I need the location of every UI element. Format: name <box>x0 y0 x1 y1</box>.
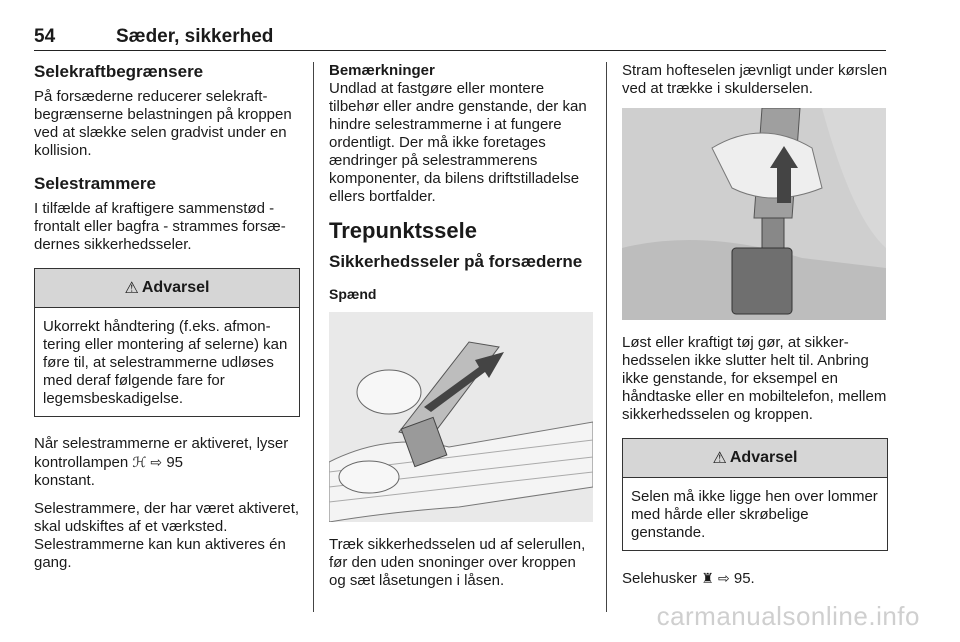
column-divider <box>606 62 607 612</box>
page-reference-arrow-icon: ⇨ <box>150 454 163 470</box>
paragraph-selestrammere: I tilfælde af kraftigere sammenstød - frontalt eller bagfra - strammes forsædernes sikkerhedsseler. <box>34 200 286 253</box>
page-header <box>34 22 886 51</box>
heading-spaend: Spænd <box>329 286 377 302</box>
lamp-text-a: Når selestrammerne er aktiveret, lyser kontrollampen <box>34 435 289 471</box>
watermark: carmanualsonline.info <box>656 601 920 631</box>
seatbelt-reminder-icon: ♜ <box>701 570 714 586</box>
warning-box <box>622 438 888 551</box>
page-number: 54 <box>34 26 56 47</box>
warning-triangle-icon: ⚠ <box>124 280 139 297</box>
selehusker-page-ref[interactable]: 95. <box>733 570 755 587</box>
paragraph-stram: Stram hofteselen jævnligt under kørslen ved at trække i skulderselen. <box>622 62 888 97</box>
lamp-page-ref[interactable]: 95 <box>166 454 183 471</box>
lamp-text-b: konstant. <box>34 472 95 489</box>
column-divider <box>313 62 314 612</box>
warning-text: Ukorrekt håndtering (f.eks. afmontering eller montering af selerne) kan føre til, at selestrammerne udløses med deraf følgende fare for legemsbeskadigelse. <box>43 318 288 407</box>
paragraph-selekraft: På forsæderne reducerer selekraftbegrænserne belastningen på kroppen ved at slække selen gradvist under en kollision. <box>34 88 292 159</box>
belt-tightening-illustration <box>622 108 886 320</box>
heading-trepunktssele: Trepunktssele <box>329 218 477 243</box>
note-title: Bemærkninger <box>329 62 435 79</box>
paragraph-udskiftes: Selestrammere, der har været aktiveret, skal udskiftes af et værksted. Selestrammerne kan kun aktiveres én gang. <box>34 500 300 571</box>
page-reference-arrow-icon: ⇨ <box>717 570 730 586</box>
heading-selestrammere: Selestrammere <box>34 174 156 193</box>
selehusker-text: Selehusker <box>622 570 698 587</box>
seatbelt-pretensioner-lamp-icon: ℋ <box>132 454 147 470</box>
buckle-fastening-illustration <box>329 312 593 522</box>
page-title: Sæder, sikkerhed <box>116 26 274 47</box>
warning-box <box>34 268 300 417</box>
paragraph-loest-toej: Løst eller kraftigt tøj gør, at sikkerhedsselen ikke slutter helt til. Anbring ikke genstande, for eksempel en håndtaske eller en mobiltelefon, mellem sikkerhedsselen og kroppen. <box>622 334 887 423</box>
heading-selekraftbegraensere: Selekraftbegrænsere <box>34 62 204 81</box>
warning-header <box>623 439 887 478</box>
warning-text: Selen må ikke ligge hen over lommer med hårde eller skrøbelige genstande. <box>631 488 878 541</box>
paragraph-traek: Træk sikkerhedsselen ud af selerullen, før den uden snoninger over kroppen og sæt låsetungen i låsen. <box>329 536 586 589</box>
warning-triangle-icon: ⚠ <box>712 450 727 467</box>
paragraph-selehusker <box>622 569 888 588</box>
column-right <box>622 62 888 598</box>
column-left <box>34 62 300 582</box>
warning-title: Advarsel <box>729 449 798 466</box>
heading-sikkerhedsseler-forsaeder: Sikkerhedsseler på forsæderne <box>329 252 583 271</box>
warning-header <box>35 269 299 308</box>
note-text: Undlad at fastgøre eller montere tilbehør eller andre genstande, der kan hindre selestrammerne i at fungere ordentligt. Der må ikke foretages ændringer på selestrammerens komponenter, da bilens driftstilladelse ellers bortfalder. <box>329 80 587 205</box>
paragraph-kontrollampe <box>34 435 300 490</box>
column-middle <box>329 62 595 600</box>
warning-title: Advarsel <box>141 279 210 296</box>
